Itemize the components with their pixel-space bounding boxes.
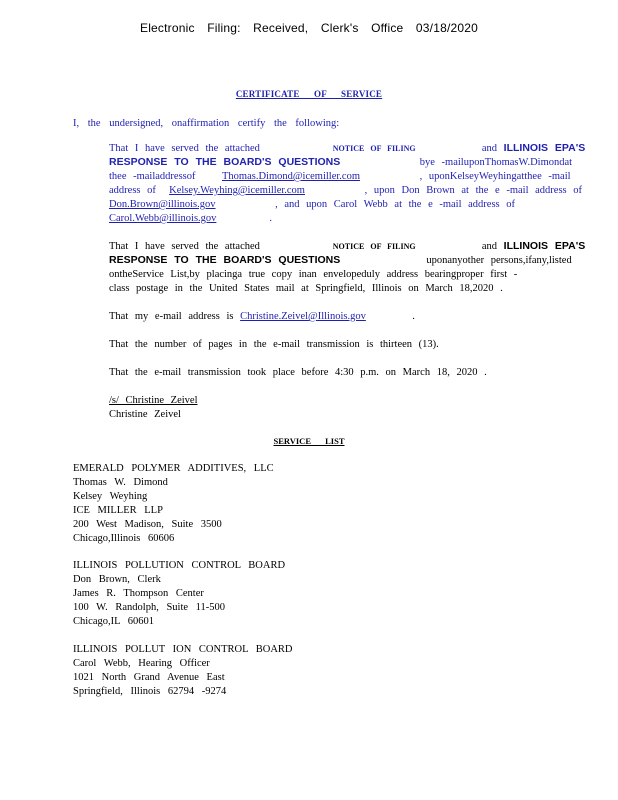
service-list-entry: [73, 559, 285, 629]
signature-block: [109, 394, 198, 422]
entry-line: Thomas W. Dimond: [73, 477, 168, 488]
paragraph-page-count: [109, 338, 544, 352]
certificate-title: CERTIFICATE OF SERVICE: [235, 89, 383, 99]
p2-line-2: [109, 254, 572, 268]
epa-title-part-1: ILLINOIS EPA'S: [503, 240, 586, 252]
entry-line: Springfield, Illinois 62794 -9274: [73, 686, 227, 697]
notice-of-filing-label: NOTICE OF FILING: [332, 242, 416, 251]
entry-line: Carol Webb, Hearing Officer: [73, 658, 210, 669]
p5-line: That the e-mail transmission took place before 4:30 p.m. on March 18, 2020 .: [109, 367, 487, 378]
signer-name: Christine Zeivel: [109, 409, 181, 420]
service-list-entry: [73, 643, 293, 699]
p1-text: .: [269, 213, 273, 224]
entry-line: 1021 North Grand Avenue East: [73, 672, 225, 683]
service-list-entry: [73, 462, 274, 546]
filing-stamp-header: Electronic Filing: Received, Clerk's Office 03/18/2020: [139, 21, 478, 35]
p1-line-1: [109, 142, 586, 156]
p3-line: [109, 310, 544, 324]
p2-and: and: [481, 241, 498, 252]
p1-text: address of: [109, 185, 156, 196]
p2-line-3: ontheService List,by placinga true copy inan envelopeduly address bearingproper first -: [109, 269, 518, 280]
epa-title-part-1: ILLINOIS EPA'S: [503, 142, 586, 154]
p1-and: and: [481, 143, 498, 154]
p1-text: , uponKelseyWeyhingatthee -mail: [419, 171, 571, 182]
entry-line: James R. Thompson Center: [73, 588, 204, 599]
p1-line-2: [109, 156, 573, 170]
email-link-webb[interactable]: Carol.Webb@illinois.gov: [109, 213, 217, 224]
p4-line: That the number of pages in the e-mail transmission is thirteen (13).: [109, 339, 439, 350]
p3-text: .: [412, 311, 415, 322]
p2-line-1: [109, 240, 586, 254]
entry-organization: ILLINOIS POLLUT ION CONTROL BOARD: [73, 644, 293, 655]
entry-line: Kelsey Weyhing: [73, 491, 148, 502]
epa-title-part-2: RESPONSE TO THE BOARD'S QUESTIONS: [109, 156, 341, 168]
entry-line: Chicago,IL 60601: [73, 616, 155, 627]
email-link-dimond[interactable]: Thomas.Dimond@icemiller.com: [222, 171, 360, 182]
p3-text: That my e-mail address is: [109, 311, 234, 322]
entry-line: 100 W. Randolph, Suite 11-500: [73, 602, 226, 613]
entry-organization: ILLINOIS POLLUTION CONTROL BOARD: [73, 560, 286, 571]
p1-line-5: [109, 198, 544, 212]
entry-line: ICE MILLER LLP: [73, 505, 163, 516]
p1-line-6: [109, 212, 544, 226]
p1-line-3: [109, 170, 571, 184]
p1-text: bye -mailuponThomasW.Dimondat: [419, 157, 573, 168]
p1-text: , upon Don Brown at the e -mail address of: [364, 185, 582, 196]
paragraph-email-address: [109, 310, 544, 324]
p2-text: That I have served the attached: [109, 241, 260, 252]
p1-line-4: [109, 184, 582, 198]
email-link-zeivel[interactable]: Christine.Zeivel@Illinois.gov: [240, 311, 366, 322]
p2-line-4: class postage in the United States mail at Springfield, Illinois on March 18,2020 .: [109, 283, 503, 294]
entry-line: Chicago,Illinois 60606: [73, 533, 175, 544]
p2-text: uponanyother persons,ifany,listed: [426, 255, 572, 266]
entry-line: Don Brown, Clerk: [73, 574, 161, 585]
p1-text: That I have served the attached: [109, 143, 260, 154]
epa-title-part-2: RESPONSE TO THE BOARD'S QUESTIONS: [109, 254, 341, 266]
intro-statement: I, the undersigned, onaffirmation certify the following:: [73, 118, 340, 129]
signature-line: /s/ Christine Zeivel: [109, 395, 198, 406]
entry-line: 200 West Madison, Suite 3500: [73, 519, 222, 530]
email-link-brown[interactable]: Don.Brown@illinois.gov: [109, 199, 216, 210]
p1-text: thee -mailaddressof: [109, 171, 196, 182]
notice-of-filing-label: NOTICE OF FILING: [332, 144, 416, 153]
paragraph-email-service: [109, 142, 586, 226]
paragraph-mail-service: [109, 240, 586, 296]
service-list-title: SERVICE LIST: [273, 436, 345, 446]
email-link-weyhing[interactable]: Kelsey.Weyhing@icemiller.com: [169, 185, 305, 196]
p1-text: , and upon Carol Webb at the e -mail address of: [275, 199, 516, 210]
entry-organization: EMERALD POLYMER ADDITIVES, LLC: [73, 463, 274, 474]
paragraph-transmission-time: [109, 366, 544, 380]
